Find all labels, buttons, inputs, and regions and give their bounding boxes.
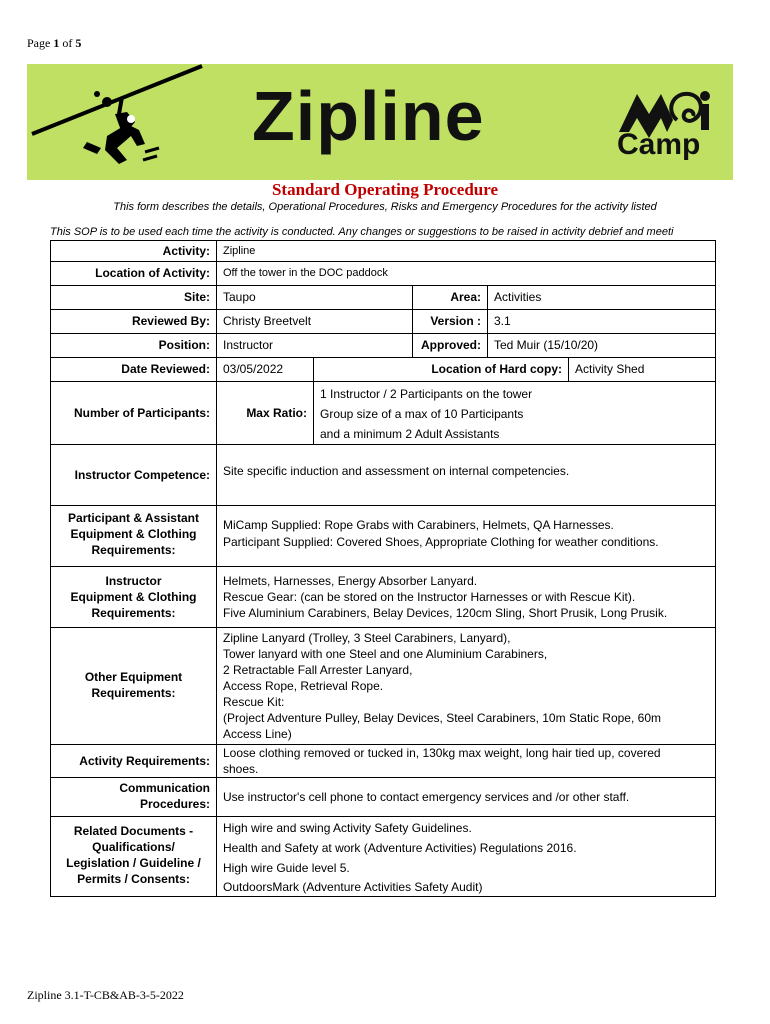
- page-of: of: [62, 36, 73, 50]
- equipment-line: Access Line): [223, 727, 292, 741]
- equipment-line: (Project Adventure Pulley, Belay Devices, Steel Carabiners, 10m Static Rope, 60m: [223, 711, 661, 725]
- hardcopy-label: Location of Hard copy:: [313, 357, 569, 382]
- location-value: Off the tower in the DOC paddock: [216, 261, 716, 286]
- competence-value: Site specific induction and assessment on internal competencies.: [223, 464, 570, 478]
- activity-requirements-value: [216, 744, 716, 778]
- area-value: Activities: [487, 285, 716, 310]
- page-current: 1: [53, 36, 60, 50]
- related-line: High wire and swing Activity Safety Guidelines.: [223, 821, 472, 835]
- max-ratio-line: and a minimum 2 Adult Assistants: [320, 427, 500, 441]
- form-description: This form describes the details, Operational Procedures, Risks and Emergency Procedures for the activity listed: [113, 201, 657, 213]
- approved-label: Approved:: [412, 333, 488, 358]
- communication-value: Use instructor's cell phone to contact emergency services and /or other staff.: [223, 790, 630, 804]
- position-label: Position:: [50, 333, 217, 358]
- document-code: Zipline 3.1-T-CB&AB-3-5-2022: [27, 988, 184, 1002]
- version-value: 3.1: [487, 309, 716, 334]
- page-label: Page: [27, 36, 51, 50]
- zipline-rider-icon: [27, 64, 227, 180]
- equipment-line: 2 Retractable Fall Arrester Lanyard,: [223, 663, 413, 677]
- requirement-line: Loose clothing removed or tucked in, 130kg max weight, long hair tied up, covered: [223, 746, 661, 760]
- participant-equipment-label: Participant & Assistant Equipment & Clothing Requirements:: [50, 505, 217, 567]
- header-banner: [27, 64, 733, 180]
- competence-cell: [216, 444, 716, 506]
- site-label: Site:: [50, 285, 217, 310]
- hardcopy-value: Activity Shed: [568, 357, 716, 382]
- max-ratio-line: 1 Instructor / 2 Participants on the tower: [320, 387, 533, 401]
- participant-equipment-value: [216, 505, 716, 567]
- equipment-line: Five Aluminium Carabiners, Belay Devices, 120cm Sling, Short Prusik, Long Prusik.: [223, 606, 668, 620]
- equipment-line: Helmets, Harnesses, Energy Absorber Lanyard.: [223, 574, 478, 588]
- activity-requirements-label: Activity Requirements:: [50, 744, 217, 778]
- related-line: High wire Guide level 5.: [223, 861, 350, 875]
- site-value: Taupo: [216, 285, 413, 310]
- competence-label: Instructor Competence:: [50, 444, 217, 506]
- other-equipment-value: [216, 627, 716, 745]
- activity-value: Zipline: [216, 240, 716, 262]
- communication-cell: [216, 777, 716, 817]
- logo-text: Camp: [617, 128, 701, 161]
- usage-note: This SOP is to be used each time the activity is conducted. Any changes or suggestions to be raised in activity debrief and meeti: [50, 226, 674, 238]
- date-reviewed-value: 03/05/2022: [216, 357, 314, 382]
- communication-label: Communication Procedures:: [50, 777, 217, 817]
- reviewed-by-label: Reviewed By:: [50, 309, 217, 334]
- equipment-line: Tower lanyard with one Steel and one Aluminium Carabiners,: [223, 647, 548, 661]
- sop-title: Standard Operating Procedure: [271, 180, 499, 199]
- related-line: OutdoorsMark (Adventure Activities Safety Audit): [223, 880, 483, 894]
- page-total: 5: [75, 36, 82, 50]
- instructor-equipment-value: [216, 566, 716, 628]
- equipment-line: Participant Supplied: Covered Shoes, Appropriate Clothing for weather conditions.: [223, 535, 659, 549]
- equipment-line: MiCamp Supplied: Rope Grabs with Carabiners, Helmets, QA Harnesses.: [223, 518, 614, 532]
- equipment-line: Access Rope, Retrieval Rope.: [223, 679, 384, 693]
- max-ratio-label: Max Ratio:: [216, 381, 314, 445]
- instructor-equipment-label: Instructor Equipment & Clothing Requirements:: [50, 566, 217, 628]
- related-line: Health and Safety at work (Adventure Activities) Regulations 2016.: [223, 841, 577, 855]
- participants-label: Number of Participants:: [50, 381, 217, 445]
- page-number: [27, 36, 81, 51]
- other-equipment-label: Other Equipment Requirements:: [50, 627, 217, 745]
- approved-value: Ted Muir (15/10/20): [487, 333, 716, 358]
- equipment-line: Rescue Gear: (can be stored on the Instructor Harnesses or with Rescue Kit).: [223, 590, 636, 604]
- reviewed-by-value: Christy Breetvelt: [216, 309, 413, 334]
- max-ratio-line: Group size of a max of 10 Participants: [320, 407, 524, 421]
- location-label: Location of Activity:: [50, 261, 217, 286]
- equipment-line: Zipline Lanyard (Trolley, 3 Steel Carabiners, Lanyard),: [223, 631, 511, 645]
- position-value: Instructor: [216, 333, 413, 358]
- area-label: Area:: [412, 285, 488, 310]
- date-reviewed-label: Date Reviewed:: [50, 357, 217, 382]
- equipment-line: Rescue Kit:: [223, 695, 285, 709]
- version-label: Version :: [412, 309, 488, 334]
- requirement-line: shoes.: [223, 762, 259, 776]
- related-documents-label: Related Documents - Qualifications/ Legislation / Guideline / Permits / Consents:: [50, 816, 217, 897]
- max-ratio-value: [313, 381, 716, 445]
- banner-title: Zipline: [252, 77, 485, 155]
- related-documents-value: [216, 816, 716, 897]
- activity-label: Activity:: [50, 240, 217, 262]
